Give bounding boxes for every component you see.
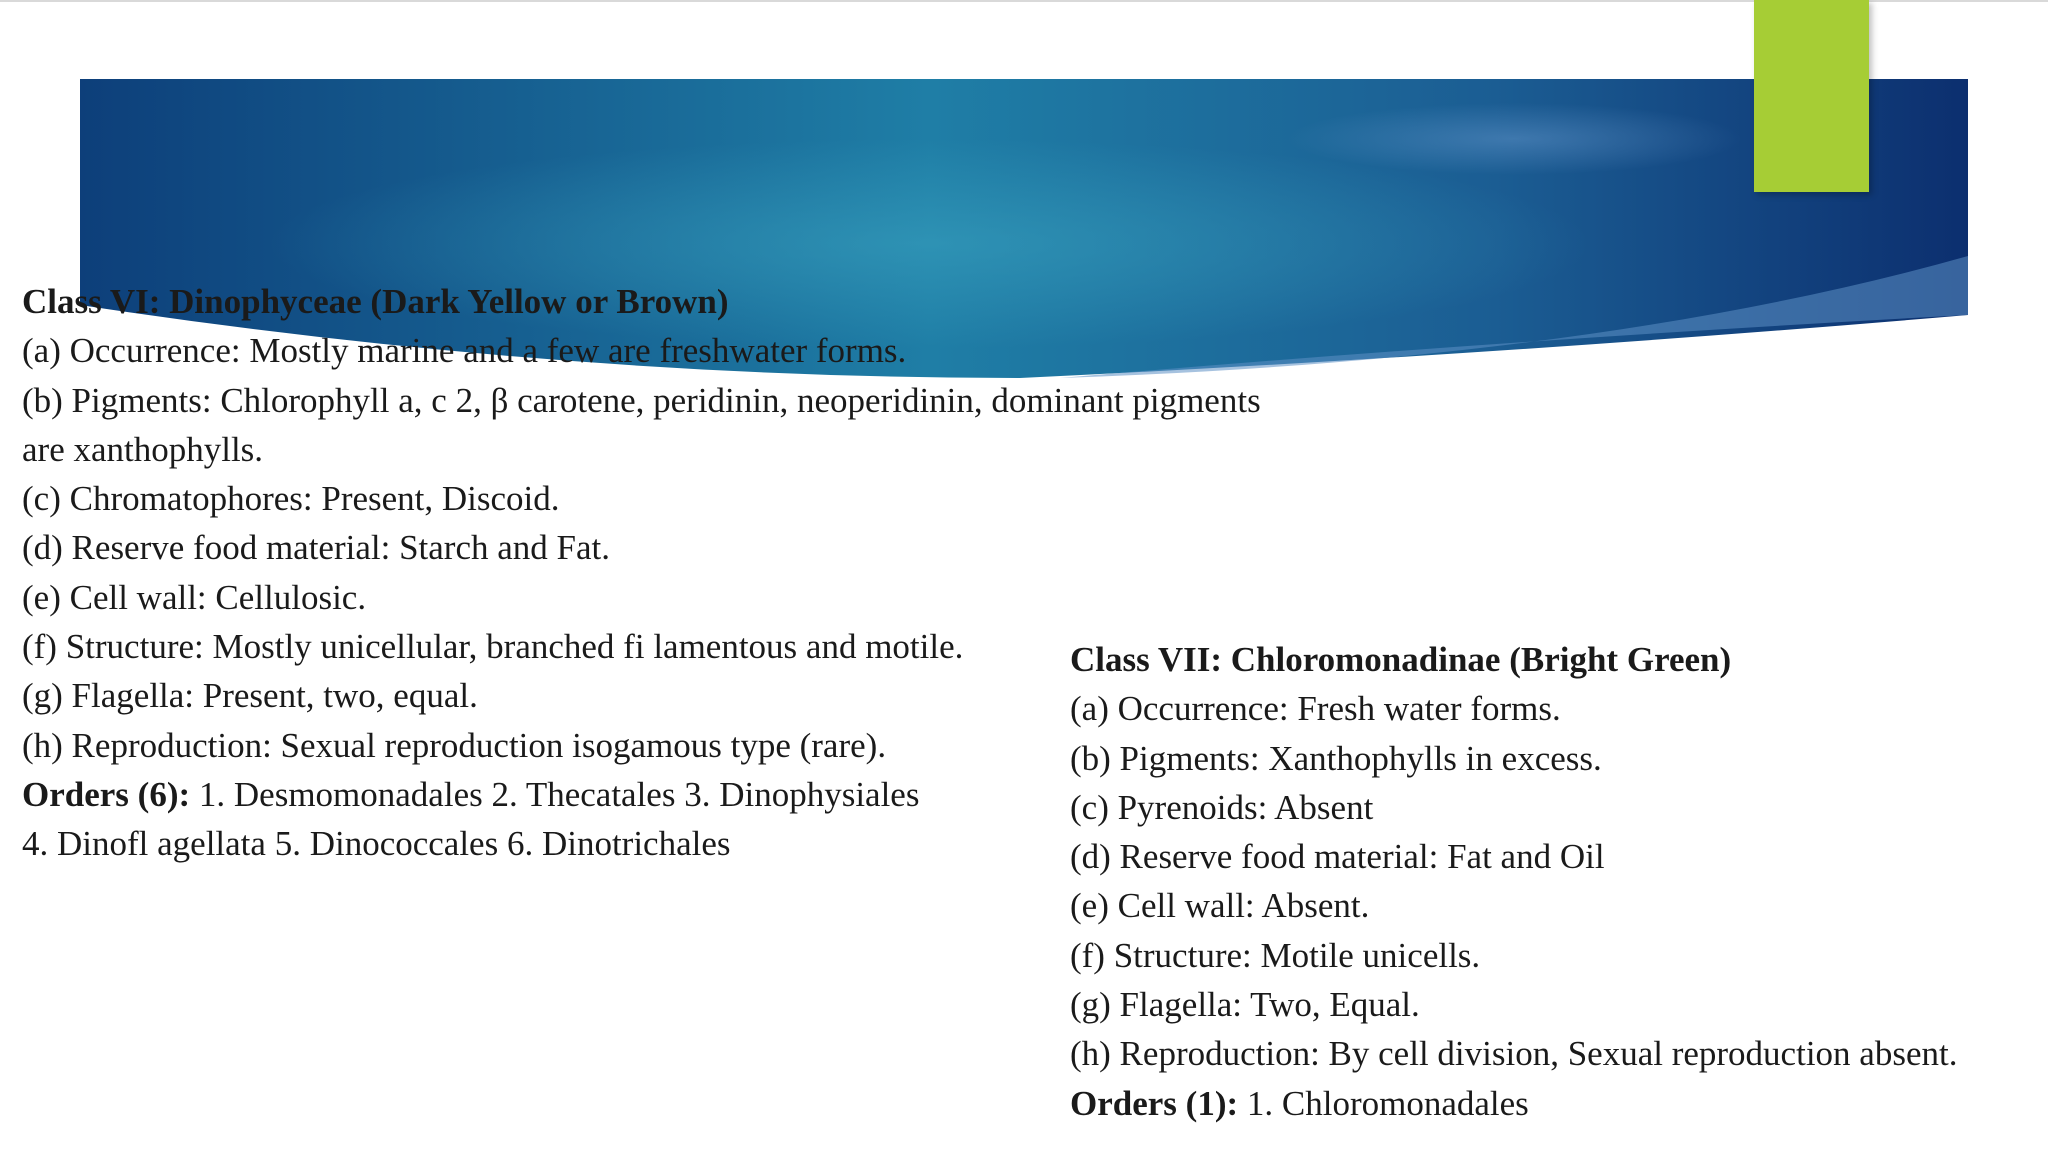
class-vi-pigments-line1: (b) Pigments: Chlorophyll a, c 2, β carotene, peridinin, neoperidinin, dominant pigments [22,380,1261,420]
class-vi-orders-text: 1. Desmomonadales 2. Thecatales 3. Dinophysiales [190,774,920,814]
class-vii-reproduction: (h) Reproduction: By cell division, Sexual reproduction absent. [1070,1034,1958,1074]
class-vii-pigments: (b) Pigments: Xanthophylls in excess. [1070,738,1602,778]
class-vii-structure: (f) Structure: Motile unicells. [1070,935,1481,975]
class-vi-occurrence: (a) Occurrence: Mostly marine and a few are freshwater forms. [22,331,907,371]
class-vi-structure: (f) Structure: Mostly unicellular, branched fi lamentous and motile. [22,627,964,667]
class-vii-orders-text: 1. Chloromonadales [1238,1083,1529,1123]
class-vi-orders-line2: 4. Dinofl agellata 5. Dinococcales 6. Dinotrichales [22,824,731,864]
class-vii-occurrence: (a) Occurrence: Fresh water forms. [1070,689,1561,729]
class-vii-orders [1070,1079,1957,1128]
class-vi-chromatophores: (c) Chromatophores: Present, Discoid. [22,479,560,519]
class-vi-reserve-food: (d) Reserve food material: Starch and Fat. [22,528,610,568]
class-vi-orders-label: Orders (6): [22,774,191,814]
class-vi-reproduction: (h) Reproduction: Sexual reproduction isogamous type (rare). [22,725,887,765]
class-vii-pyrenoids: (c) Pyrenoids: Absent [1070,787,1374,827]
class-vi-heading: Class VI: Dinophyceae (Dark Yellow or Brown) [22,282,729,321]
class-vii-flagella: (g) Flagella: Two, Equal. [1070,985,1420,1025]
class-vi-pigments-line2: are xanthophylls. [22,429,264,469]
class-vi-cell-wall: (e) Cell wall: Cellulosic. [22,577,367,617]
class-vii-reserve-food: (d) Reserve food material: Fat and Oil [1070,837,1605,877]
class-vii-orders-label: Orders (1): [1070,1083,1239,1123]
class-vi-flagella: (g) Flagella: Present, two, equal. [22,676,478,716]
accent-bar [1754,0,1869,192]
class-vii-cell-wall: (e) Cell wall: Absent. [1070,886,1370,926]
class-vii-heading: Class VII: Chloromonadinae (Bright Green) [1070,640,1732,679]
class-vii-section [1070,635,1957,1128]
